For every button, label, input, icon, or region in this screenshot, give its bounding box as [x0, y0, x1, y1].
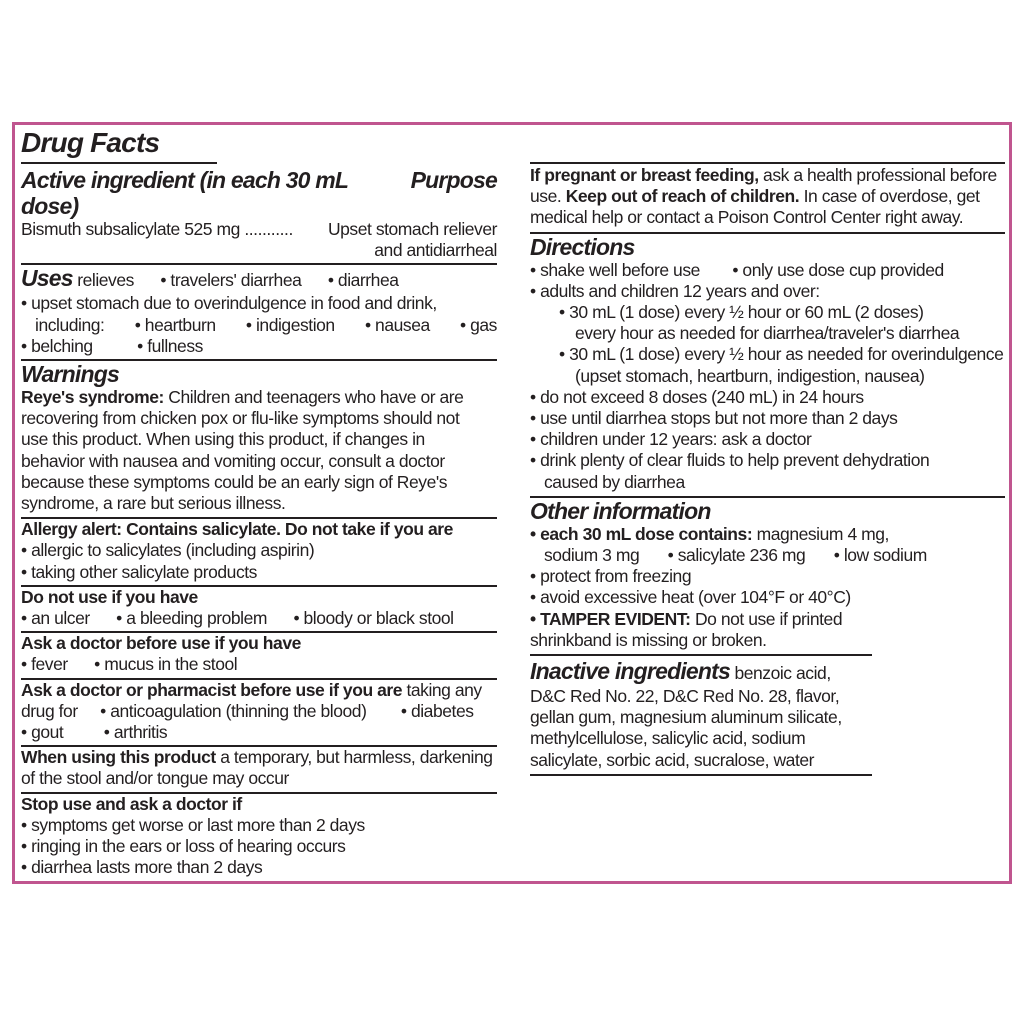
reyes-text: because these symptoms could be an early sign of Reye's [21, 471, 448, 492]
do-not-use-item: • an ulcer [21, 608, 90, 629]
uses-including: including: [35, 314, 105, 335]
when-using-text: of the stool and/or tongue may occur [21, 768, 289, 789]
active-ingredient-row [21, 219, 497, 240]
overdose-text: In case of overdose, get [803, 186, 980, 207]
do-not-use-heading: Do not use if you have [21, 586, 198, 607]
directions-item: • use until diarrhea stops but not more than 2 days [530, 408, 898, 429]
stop-use-item: • symptoms get worse or last more than 2 days [21, 814, 365, 835]
other-info-rule [530, 654, 872, 656]
uses-item: • belching [21, 335, 93, 356]
pregnancy-section [530, 165, 1005, 229]
do-not-use-item: • a bleeding problem [116, 608, 268, 629]
other-info-text: sodium 3 mg [544, 545, 640, 566]
uses-item: • gas [460, 314, 497, 335]
ask-doctor-heading: Ask a doctor before use if you have [21, 633, 301, 654]
other-info-item: • salicylate 236 mg [667, 545, 806, 566]
uses-intro: relieves [77, 270, 134, 291]
warnings-section [21, 361, 497, 878]
inactive-text: D&C Red No. 22, D&C Red No. 28, flavor, [530, 686, 840, 707]
active-heading-row [21, 167, 497, 219]
directions-item: • children under 12 years: ask a doctor [530, 429, 812, 450]
inactive-section [530, 658, 1005, 771]
uses-item: • travelers' diarrhea [160, 270, 302, 291]
overdose-text: medical help or contact a Poison Control Center right away. [530, 207, 964, 228]
uses-heading: Uses [21, 265, 73, 292]
inactive-text: benzoic acid, [734, 663, 831, 684]
other-info-item: • low sodium [833, 545, 927, 566]
pregnancy-text: use. [530, 186, 562, 207]
directions-item: • drink plenty of clear fluids to help prevent dehydration [530, 450, 930, 471]
stop-use-item: • ringing in the ears or loss of hearing occurs [21, 836, 346, 857]
reyes-label: Reye's syndrome: [21, 387, 164, 408]
ask-doctor-item: • fever [21, 654, 68, 675]
title-rule [21, 162, 217, 164]
ask-pharmacist-item: • gout [21, 722, 64, 743]
when-using-text: a temporary, but harmless, darkening [220, 747, 493, 768]
allergy-item: • taking other salicylate products [21, 561, 257, 582]
directions-item: every hour as needed for diarrhea/traveler's diarrhea [575, 323, 960, 344]
other-info-item: • protect from freezing [530, 566, 692, 587]
inactive-text: gellan gum, magnesium aluminum silicate, [530, 707, 842, 728]
stop-use-heading: Stop use and ask a doctor if [21, 793, 242, 814]
allergy-item: • allergic to salicylates (including aspirin) [21, 540, 315, 561]
other-info-text: magnesium 4 mg, [756, 523, 889, 544]
reyes-text: Children and teenagers who have or are [168, 387, 464, 408]
uses-item: • upset stomach due to overindulgence in food and drink, [21, 293, 437, 314]
drug-facts-panel [12, 122, 1012, 884]
tamper-evident-label: • TAMPER EVIDENT: [530, 608, 691, 629]
reyes-text: behavior with nausea and vomiting occur, consult a doctor [21, 450, 445, 471]
left-column [21, 125, 497, 878]
directions-item: • shake well before use [530, 259, 700, 280]
inactive-text: methylcellulose, salicylic acid, sodium [530, 728, 806, 749]
right-top-rule [530, 162, 1005, 164]
when-using-heading: When using this product [21, 747, 216, 768]
drug-facts-title: Drug Facts [21, 127, 160, 158]
purpose-heading: Purpose [410, 167, 497, 193]
directions-item: caused by diarrhea [544, 471, 685, 492]
warnings-heading: Warnings [21, 361, 119, 388]
directions-item: • do not exceed 8 doses (240 mL) in 24 hours [530, 386, 864, 407]
active-ingredient-name: Bismuth subsalicylate 525 mg [21, 219, 240, 239]
ask-pharmacist-item: • anticoagulation (thinning the blood) [100, 700, 367, 721]
ask-pharmacist-text: taking any [406, 679, 482, 700]
inactive-rule [530, 774, 872, 776]
directions-heading: Directions [530, 233, 635, 260]
uses-item: • indigestion [245, 314, 335, 335]
active-rule [21, 263, 497, 265]
active-ingredient-heading: Active ingredient (in each 30 mL dose) [21, 167, 348, 219]
ask-pharmacist-heading: Ask a doctor or pharmacist before use if you are [21, 679, 403, 700]
uses-item: • diarrhea [327, 270, 399, 291]
uses-including-row [21, 315, 497, 336]
directions-item: • 30 mL (1 dose) every ½ hour as needed for overindulgence [559, 344, 1004, 365]
pregnancy-heading: If pregnant or breast feeding, [530, 165, 759, 185]
ask-doctor-item: • mucus in the stool [94, 654, 238, 675]
ask-pharmacist-item: • diabetes [400, 700, 474, 721]
other-info-text: shrinkband is missing or broken. [530, 629, 767, 650]
ask-pharmacist-text: drug for [21, 700, 78, 721]
reyes-text: use this product. When using this product, if changes in [21, 429, 425, 450]
reyes-text: syndrome, a rare but serious illness. [21, 493, 286, 514]
uses-item: • heartburn [134, 314, 216, 335]
uses-item: • fullness [137, 335, 203, 356]
inactive-heading: Inactive ingredients [530, 658, 731, 685]
stop-use-item: • diarrhea lasts more than 2 days [21, 857, 263, 878]
purpose-line-1: Upset stomach reliever [327, 219, 497, 239]
pregnancy-text: ask a health professional before [763, 165, 997, 185]
other-info-item: • each 30 mL dose contains: [530, 523, 753, 544]
keep-out-heading: Keep out of reach of children. [565, 186, 800, 207]
allergy-heading: Allergy alert: Contains salicylate. Do not take if you are [21, 519, 453, 540]
directions-item: • only use dose cup provided [732, 259, 944, 280]
purpose-line-2: and antidiarrheal [374, 240, 497, 261]
other-info-section [530, 498, 1005, 651]
directions-section [530, 234, 1005, 493]
right-column [530, 125, 1005, 776]
uses-item: • nausea [364, 314, 430, 335]
reyes-text: recovering from chicken pox or flu-like symptoms should not [21, 408, 460, 429]
directions-item: (upset stomach, heartburn, indigestion, nausea) [575, 365, 925, 386]
directions-item: • adults and children 12 years and over: [530, 280, 820, 301]
do-not-use-item: • bloody or black stool [293, 608, 454, 629]
other-info-text: Do not use if printed [694, 608, 843, 629]
inactive-text: salicylate, sorbic acid, sucralose, water [530, 749, 815, 770]
ask-pharmacist-item: • arthritis [103, 722, 168, 743]
other-info-item: • avoid excessive heat (over 104°F or 40°C) [530, 587, 851, 608]
uses-section [21, 266, 497, 357]
other-info-heading: Other information [530, 497, 711, 524]
directions-item: • 30 mL (1 dose) every ½ hour or 60 mL (2 doses) [559, 302, 924, 323]
leader-dots: ........... [244, 219, 293, 239]
